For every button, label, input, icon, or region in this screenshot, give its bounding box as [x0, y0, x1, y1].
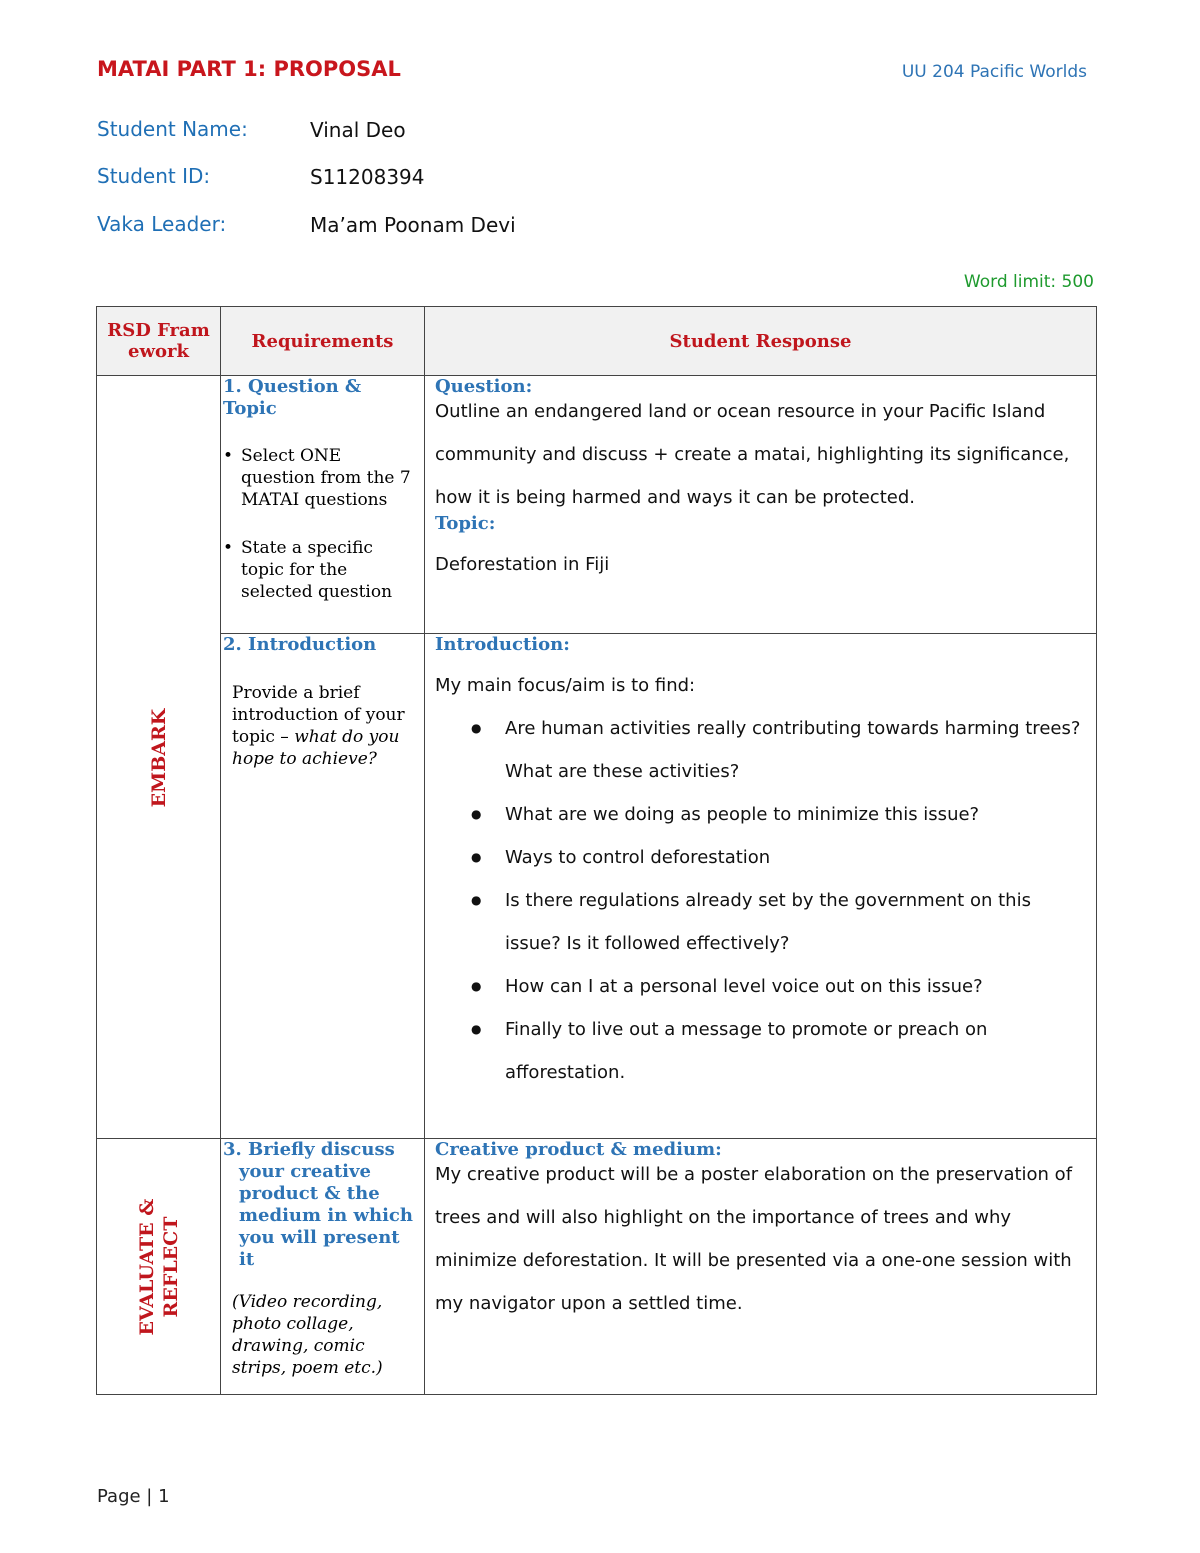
list-item: ● Finally to live out a message to promote or preach on afforestation. [505, 1008, 1086, 1094]
requirement-creative-product [221, 1139, 425, 1395]
list-item: ● How can I at a personal level voice out on this issue? [505, 965, 1086, 1008]
requirement-title: 1. Question & Topic [223, 376, 362, 419]
list-item: ● What are we doing as people to minimize this issue? [505, 793, 1086, 836]
side-label-embark: EMBARK [148, 708, 170, 808]
header-rsd-framework: RSD Framework [97, 307, 221, 376]
list-item: ● Are human activities really contributing towards harming trees? What are these activities? [505, 707, 1086, 793]
requirement-bullet: • State a specific topic for the selected question [223, 538, 393, 602]
side-label-evaluate: EVALUATE & REFLECT [136, 1198, 182, 1336]
requirement-bullet: • Select ONE question from the 7 MATAI questions [223, 446, 411, 510]
question-label: Question: [435, 376, 533, 397]
page-number: Page | 1 [97, 1486, 170, 1507]
vaka-leader-value: Ma’am Poonam Devi [310, 213, 516, 237]
table-row [97, 1139, 1097, 1395]
vaka-leader-label: Vaka Leader: [97, 212, 227, 236]
creative-product-text: My creative product will be a poster elaboration on the preservation of trees and will also highlight on the importance of trees and why minimize deforestation. It will be presented via a one-one session with my navigator upon a settled time. [435, 1164, 1073, 1314]
response-question-topic [425, 376, 1097, 634]
side-label-embark-cell [97, 376, 221, 1139]
table-row [97, 634, 1097, 1139]
requirement-title: 3. Briefly discuss your creative product & the medium in which you will present it [223, 1139, 413, 1270]
requirement-introduction [221, 634, 425, 1139]
word-limit: Word limit: 500 [963, 272, 1094, 292]
introduction-lead: My main focus/aim is to find: [435, 675, 696, 696]
requirement-question-topic [221, 376, 425, 634]
student-id-label: Student ID: [97, 164, 211, 188]
list-item: ● Is there regulations already set by the government on this issue? Is it followed effectively? [505, 879, 1086, 965]
document-title: MATAI PART 1: PROPOSAL [97, 57, 401, 81]
creative-product-label: Creative product & medium: [435, 1139, 722, 1160]
response-introduction [425, 634, 1097, 1139]
response-creative-product [425, 1139, 1097, 1395]
student-name-label: Student Name: [97, 117, 248, 141]
topic-label: Topic: [435, 513, 496, 534]
table-row [97, 376, 1097, 634]
requirement-title: 2. Introduction [223, 634, 377, 655]
side-label-evaluate-cell [97, 1139, 221, 1395]
list-item: ● Ways to control deforestation [505, 836, 1086, 879]
header-student-response: Student Response [425, 307, 1097, 376]
student-id-value: S11208394 [310, 165, 425, 189]
introduction-label: Introduction: [435, 634, 570, 655]
header-requirements: Requirements [221, 307, 425, 376]
table-header-row [97, 307, 1097, 376]
requirement-examples: (Video recording, photo collage, drawing, comic strips, poem etc.) [232, 1292, 383, 1378]
student-name-value: Vinal Deo [310, 118, 406, 142]
course-name: UU 204 Pacific Worlds [901, 62, 1087, 82]
introduction-list [435, 707, 1086, 1094]
requirement-description: Provide a brief introduction of your topic – what do you hope to achieve? [232, 683, 405, 769]
topic-text: Deforestation in Fiji [435, 554, 610, 575]
proposal-table [96, 306, 1097, 1395]
question-text: Outline an endangered land or ocean resource in your Pacific Island community and discuss + create a matai, highlighting its significance, how it is being harmed and ways it can be protected. [435, 401, 1070, 508]
